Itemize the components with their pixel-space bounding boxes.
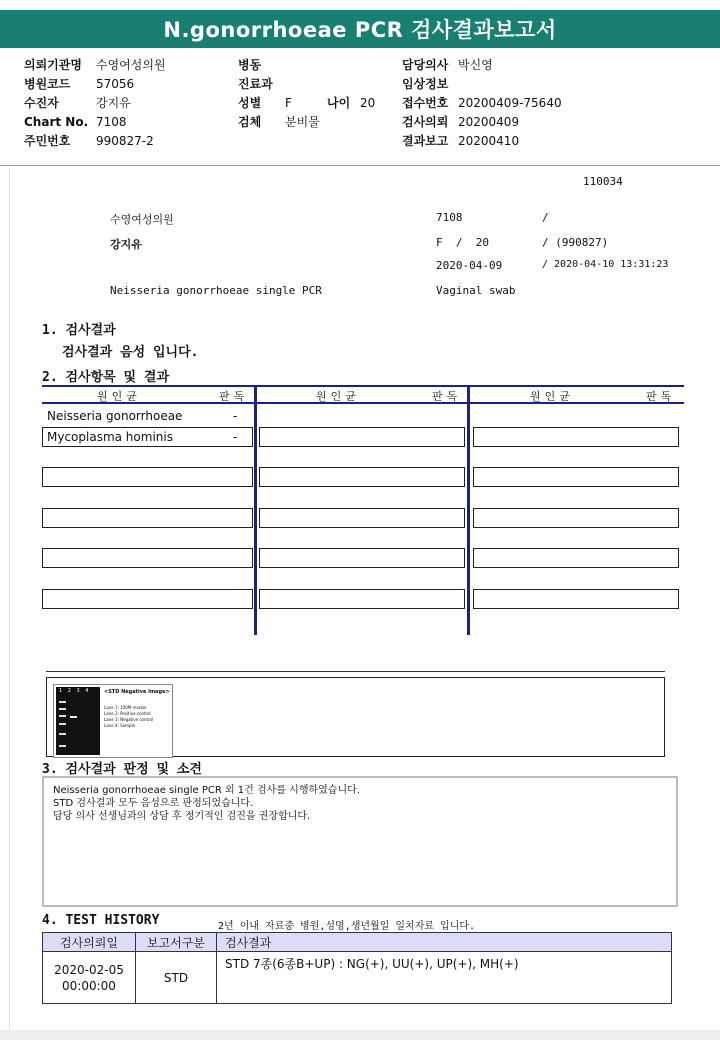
row-2-result: - <box>233 430 238 444</box>
header-field-value: 20200409-75640 <box>458 96 562 110</box>
header-field-value: 7108 <box>96 115 127 129</box>
gel-band <box>59 715 66 717</box>
header-field-label: 진료과 <box>238 77 273 91</box>
header-field-value: 57056 <box>96 77 135 91</box>
header-field <box>402 96 562 110</box>
report-test-name: Neisseria gonorrhoeae single PCR <box>110 284 322 297</box>
history-type: STD <box>136 952 217 1004</box>
header-field <box>402 115 520 129</box>
result-cell <box>42 467 253 487</box>
header-field-label: 담당의사 <box>402 58 449 72</box>
gel-legend-item: Lane 2: Positive control <box>104 711 151 716</box>
gel-lane-numbers: 1 2 3 4 <box>59 688 91 694</box>
report-patient: 강지유 <box>110 238 142 251</box>
gel-image <box>53 684 173 758</box>
header-field <box>402 134 520 148</box>
section-1-title: 1. 검사결과 <box>42 323 116 338</box>
col-judge-3: 판독 <box>646 390 676 403</box>
gel-legend <box>104 705 153 729</box>
gel-band <box>59 708 66 710</box>
report-code: 110034 <box>583 175 623 188</box>
header-field-label: 검체 <box>238 115 262 129</box>
header-field-value: 박신영 <box>458 58 493 72</box>
header-field-label: 병원코드 <box>24 77 71 91</box>
gel-legend-item: Lane 4: Sample <box>104 723 136 728</box>
report-birth: / (990827) <box>542 236 609 249</box>
report-sex-age: F / 20 <box>436 236 489 249</box>
result-cell <box>42 548 253 568</box>
header-field <box>402 77 448 91</box>
report-clinic: 수영여성의원 <box>110 213 174 226</box>
result-cell <box>259 508 465 528</box>
col-pathogen-2: 원인균 <box>316 390 360 403</box>
gel-top-rule <box>46 671 665 672</box>
result-cell <box>259 548 465 568</box>
result-cell <box>259 427 465 447</box>
opinion-line: Neisseria gonorrhoeae single PCR 외 1건 검사를 시행하였습니다. <box>53 785 360 796</box>
header-field <box>24 96 131 110</box>
gel-band <box>70 716 77 718</box>
result-cell <box>473 589 679 609</box>
result-cell <box>473 427 679 447</box>
result-cell <box>473 467 679 487</box>
header-field <box>238 58 261 72</box>
section-2-title: 2. 검사항목 및 결과 <box>42 370 170 385</box>
gel-band <box>59 745 66 747</box>
header-field <box>24 77 135 91</box>
gel-caption: <STD Negative Image> <box>104 689 170 695</box>
header-field <box>238 115 320 129</box>
gel-band <box>59 733 66 735</box>
row-1-pathogen: Neisseria gonorrhoeae <box>47 409 183 423</box>
col-pathogen-3: 원인균 <box>530 390 574 403</box>
result-cell <box>259 589 465 609</box>
row-1-result: - <box>233 409 238 423</box>
header-field-label: 수진자 <box>24 96 59 110</box>
section-1-result: 검사결과 음성 입니다. <box>62 345 199 360</box>
history-date-cell <box>43 952 136 1004</box>
header-field-value: 강지유 <box>96 96 131 110</box>
header-field-label: 접수번호 <box>402 96 449 110</box>
history-date: 2020-02-05 <box>54 962 124 977</box>
opinion-text <box>44 778 676 823</box>
report-chart: 7108 <box>436 211 463 224</box>
col-judge-2: 판독 <box>432 390 462 403</box>
header-divider <box>0 165 720 166</box>
header-field-label: 주민번호 <box>24 134 71 148</box>
age-value: 20 <box>360 96 376 110</box>
table-top-rule <box>42 385 684 387</box>
header-field-label: Chart No. <box>24 115 89 129</box>
age-label: 나이 <box>327 96 351 110</box>
col-pathogen-1: 원인균 <box>97 390 141 403</box>
header-field <box>238 77 273 91</box>
section-4-title: 4. TEST HISTORY <box>42 913 160 928</box>
header-field-label: 검사의뢰 <box>402 115 449 129</box>
header-field <box>24 134 154 148</box>
history-header-date: 검사의뢰일 <box>43 933 136 952</box>
history-table <box>42 932 672 1004</box>
header-field-value: 분비물 <box>285 115 320 129</box>
history-note: 2년 이내 자료중 병원,성명,생년월일 일치자료 입니다. <box>218 921 476 932</box>
header-field-label: 결과보고 <box>402 134 449 148</box>
header-field-label: 병동 <box>238 58 262 72</box>
header-field <box>238 96 292 110</box>
report-specimen: Vaginal swab <box>436 284 516 297</box>
report-slash: / <box>542 211 549 224</box>
gel-legend-item: Lane 1: 100M marker <box>104 705 147 710</box>
age-field <box>327 96 375 110</box>
opinion-line: 담당 의사 선생님과의 상담 후 정기적인 검진을 권장합니다. <box>53 811 311 822</box>
header-field-value: F <box>285 96 292 110</box>
report-title: N.gonorrhoeae PCR 검사결과보고서 <box>0 10 720 48</box>
header-field-label: 의뢰기관명 <box>24 58 82 72</box>
result-cell <box>473 548 679 568</box>
opinion-line: STD 검사결과 모두 음성으로 판정되었습니다. <box>53 798 254 809</box>
header-field-value: 20200410 <box>458 134 520 148</box>
result-cell <box>473 508 679 528</box>
header-field-value: 20200409 <box>458 115 520 129</box>
report-date-reported: / 2020-04-10 13:31:23 <box>542 259 669 270</box>
history-result: STD 7종(6종B+UP) : NG(+), UU(+), UP(+), MH(+) <box>217 952 672 1004</box>
header-field <box>24 58 166 72</box>
result-cell <box>259 467 465 487</box>
result-cell <box>42 589 253 609</box>
gel-band <box>59 701 66 703</box>
table-column-rule-2 <box>467 387 470 635</box>
history-header-type: 보고서구분 <box>136 933 217 952</box>
report-date-received: 2020-04-09 <box>436 259 503 272</box>
section-3-title: 3. 검사결과 판정 및 소견 <box>42 762 202 777</box>
result-cell <box>42 508 253 528</box>
gel-photo <box>56 687 100 755</box>
header-field-label: 임상정보 <box>402 77 449 91</box>
gel-image-frame <box>46 677 665 757</box>
opinion-box <box>42 776 678 907</box>
history-time: 00:00:00 <box>62 978 116 993</box>
bottom-bar <box>0 1030 720 1040</box>
header-field-value: 990827-2 <box>96 134 154 148</box>
gel-band <box>59 723 66 725</box>
history-header-result: 검사결과 <box>217 933 672 952</box>
gel-legend-item: Lane 3: Negative control <box>104 717 154 722</box>
header-field-value: 수영여성의원 <box>96 58 166 72</box>
row-2-pathogen: Mycoplasma hominis <box>47 430 173 444</box>
table-column-rule-1 <box>254 387 257 635</box>
header-field <box>24 115 127 129</box>
col-judge-1: 판독 <box>219 390 249 403</box>
header-field <box>402 58 493 72</box>
header-field-label: 성별 <box>238 96 262 110</box>
